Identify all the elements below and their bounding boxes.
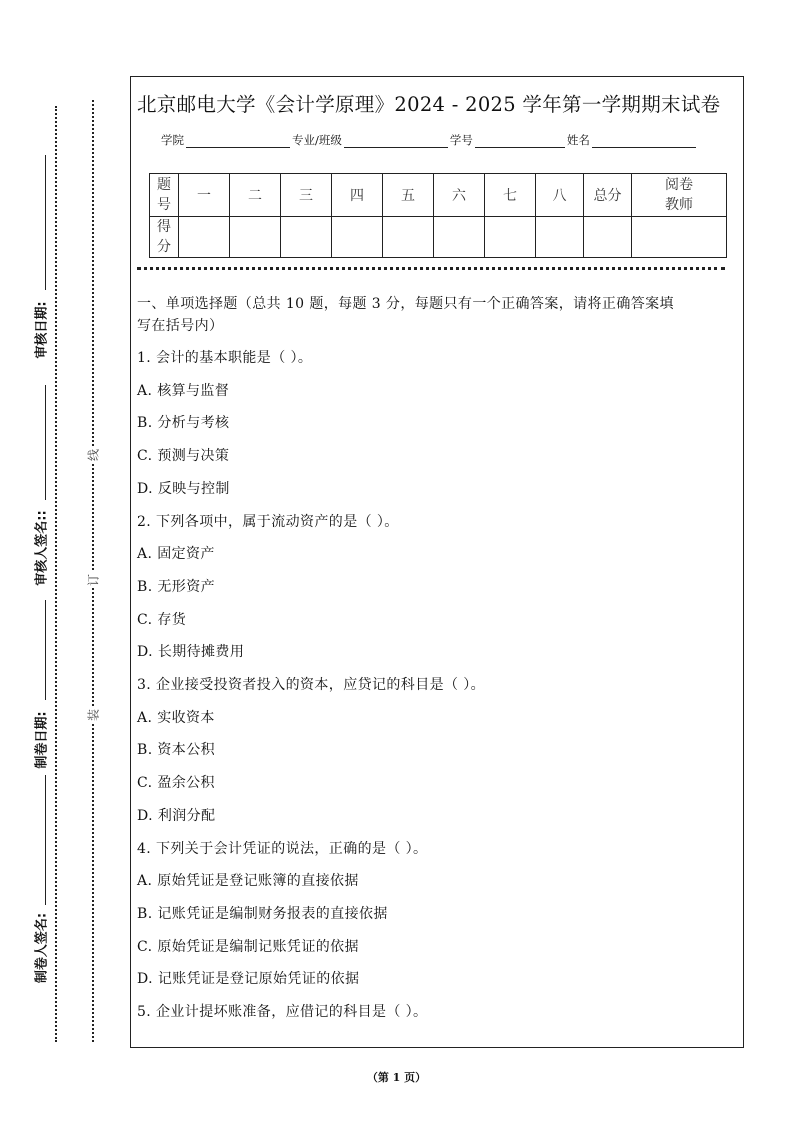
- review-date-label: 审核日期:: [34, 301, 50, 359]
- score-cell[interactable]: [230, 217, 281, 258]
- gutter-char-zhuang: 装: [86, 708, 101, 722]
- answer-option: A. 原始凭证是登记账簿的直接依据: [137, 873, 359, 890]
- question-stem: 2. 下列各项中，属于流动资产的是（ ）。: [137, 513, 399, 530]
- answer-option: D. 长期待摊费用: [137, 644, 245, 661]
- score-table-header-row: [150, 174, 727, 217]
- answer-option: B. 资本公积: [137, 742, 215, 759]
- binding-dotted-line-outer: [55, 106, 57, 1042]
- compiler-signature-line: [45, 775, 46, 905]
- answer-option: D. 利润分配: [137, 807, 216, 824]
- page-number: （第 1 页）: [366, 1071, 427, 1084]
- dotted-separator: [137, 267, 725, 270]
- answer-option: A. 实收资本: [137, 709, 215, 726]
- question-stem: 5. 企业计提坏账准备，应借记的科目是（ ）。: [137, 1004, 428, 1020]
- answer-option: B. 无形资产: [137, 578, 215, 595]
- col-1: 一: [179, 174, 230, 217]
- name-field[interactable]: [592, 135, 696, 148]
- reviewer-signature-line: [45, 385, 46, 500]
- answer-option: A. 核算与监督: [137, 382, 230, 399]
- compile-date-line: [45, 600, 46, 700]
- header-char: 题: [157, 177, 171, 193]
- score-row: [150, 217, 727, 258]
- col-5: 五: [383, 174, 434, 217]
- compile-date-label: 制卷日期:: [34, 711, 50, 769]
- gutter-char-ding: 订: [86, 573, 101, 587]
- grader-char: 阅卷: [665, 177, 693, 193]
- question-number-header: [150, 174, 179, 217]
- exam-frame: [130, 76, 744, 1048]
- col-6: 六: [434, 174, 485, 217]
- score-cell[interactable]: [485, 217, 536, 258]
- answer-option: C. 存货: [137, 611, 187, 628]
- score-row-label: [150, 217, 179, 258]
- score-cell[interactable]: [434, 217, 485, 258]
- score-cell[interactable]: [332, 217, 383, 258]
- col-3: 三: [281, 174, 332, 217]
- question-stem: 1. 会计的基本职能是（ ）。: [137, 350, 313, 366]
- name-label: 姓名: [566, 133, 590, 147]
- college-label: 学院: [161, 133, 184, 147]
- section-heading-cont: 写在括号内）: [137, 318, 224, 334]
- score-cell[interactable]: [281, 217, 332, 258]
- answer-option: C. 盈余公积: [137, 775, 215, 792]
- grader-header: [632, 174, 727, 217]
- major-class-label: 专业/班级: [292, 133, 342, 147]
- answer-option: D. 记账凭证是登记原始凭证的依据: [137, 971, 360, 988]
- student-id-label: 学号: [449, 133, 473, 147]
- answer-option: C. 预测与决策: [137, 448, 230, 465]
- question-stem: 4. 下列关于会计凭证的说法，正确的是（ ）。: [137, 840, 428, 857]
- compiler-signature-label: 制卷人签名:: [34, 912, 50, 984]
- section-heading: 一、单项选择题（总共 10 题，每题 3 分，每题只有一个正确答案，请将正确答案填: [137, 296, 674, 312]
- col-4: 四: [332, 174, 383, 217]
- gutter-char-xian: 线: [86, 448, 101, 462]
- reviewer-signature-label: 审核人签名::: [34, 510, 50, 586]
- exam-title: 北京邮电大学《会计学原理》2024 - 2025 学年第一学期期末试卷: [137, 93, 721, 116]
- col-8: 八: [536, 174, 584, 217]
- student-id-field[interactable]: [475, 135, 565, 148]
- score-char: 分: [157, 239, 171, 255]
- answer-option: C. 原始凭证是编制记账凭证的依据: [137, 938, 359, 955]
- review-date-line: [45, 155, 46, 290]
- college-field[interactable]: [186, 135, 290, 148]
- student-info-fields: [161, 132, 698, 148]
- answer-option: A. 固定资产: [137, 546, 215, 563]
- grader-char: 教师: [665, 197, 693, 213]
- score-cell[interactable]: [536, 217, 584, 258]
- answer-option: B. 记账凭证是编制财务报表的直接依据: [137, 905, 388, 922]
- col-total: 总分: [584, 174, 632, 217]
- score-cell[interactable]: [584, 217, 632, 258]
- score-cell[interactable]: [179, 217, 230, 258]
- major-class-field[interactable]: [344, 135, 448, 148]
- question-stem: 3. 企业接受投资者投入的资本，应贷记的科目是（ ）。: [137, 677, 486, 693]
- score-table: [149, 173, 727, 258]
- score-cell[interactable]: [632, 217, 727, 258]
- col-7: 七: [485, 174, 536, 217]
- answer-option: D. 反映与控制: [137, 480, 230, 497]
- answer-option: B. 分析与考核: [137, 415, 230, 432]
- col-2: 二: [230, 174, 281, 217]
- score-cell[interactable]: [383, 217, 434, 258]
- header-char: 号: [157, 197, 171, 213]
- score-char: 得: [157, 219, 171, 235]
